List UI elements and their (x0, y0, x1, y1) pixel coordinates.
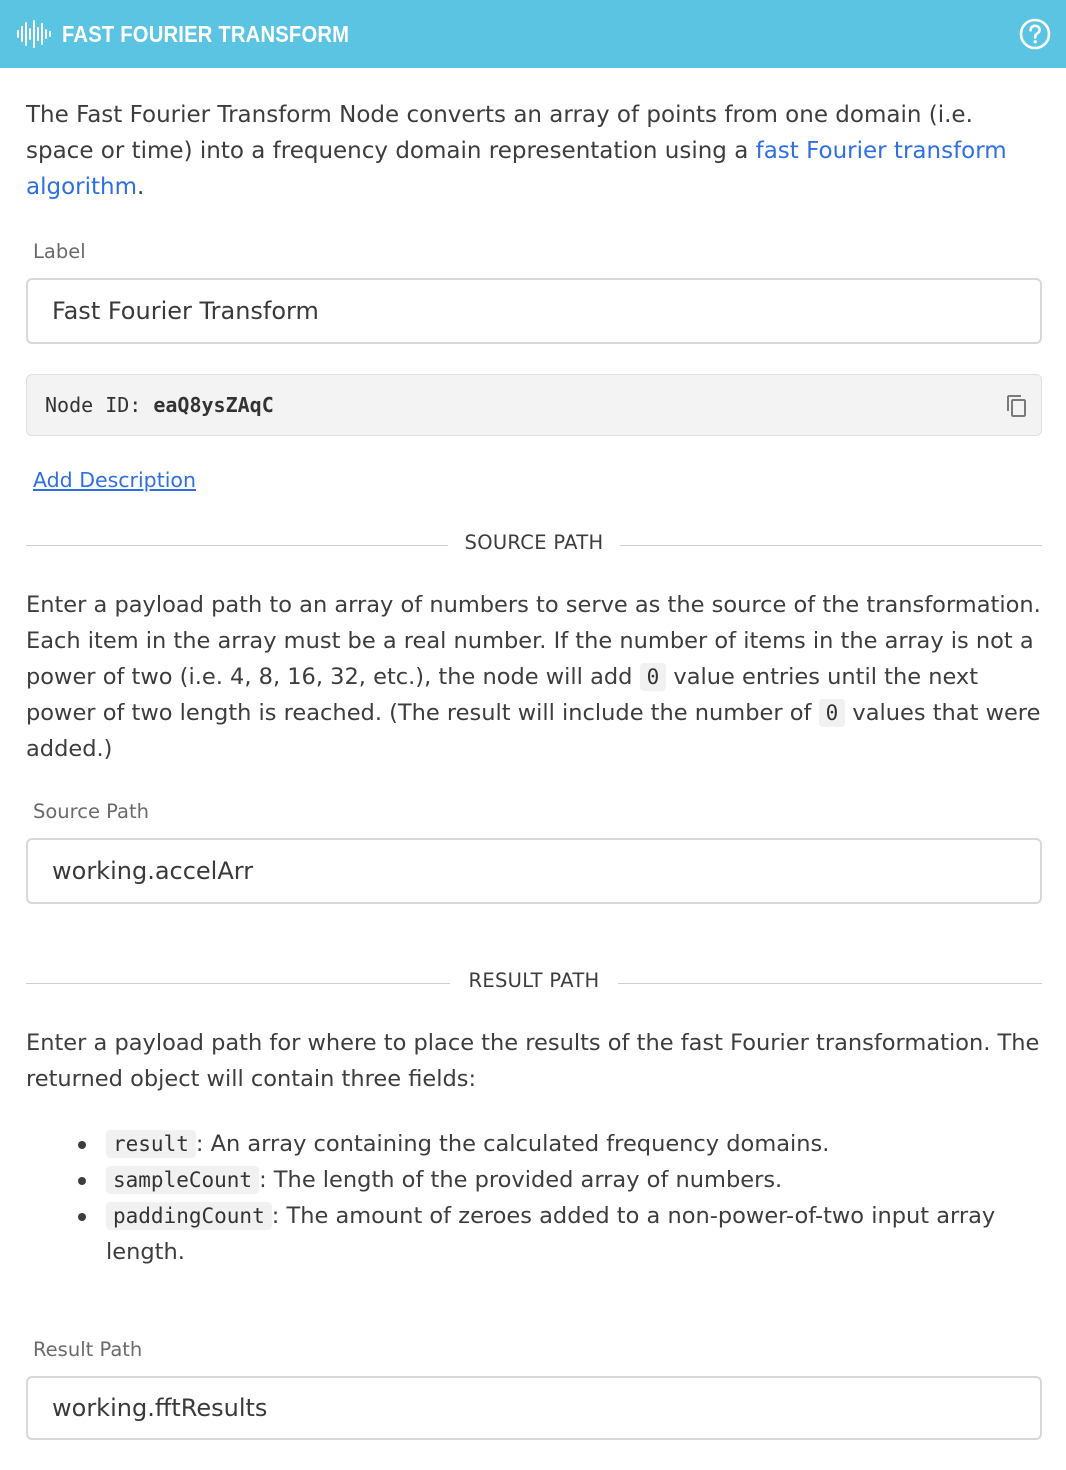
intro-text (26, 97, 1042, 205)
list-item (106, 1198, 1006, 1270)
field-desc: : The amount of zeroes added to a non-power-of-two input array length. (106, 1203, 996, 1265)
source-desc-part: value entries until the next power of two length is reached. (The result will include the number of (26, 664, 979, 726)
copy-icon[interactable] (1005, 394, 1029, 418)
source-desc-part: Enter a payload path to an array of numbers to serve as the source of the transformation. Each item in the array must be a real number. If the number of items in the array is not a power of two (i.e. 4, 8, 16, 32, etc.), the node will add (26, 592, 1041, 690)
intro-text-part: The Fast Fourier Transform Node converts an array of points from one domain (i.e. space or time) into a frequency domain representation using a (26, 102, 973, 164)
result-path-divider (26, 969, 1042, 999)
source-path-description (26, 587, 1042, 767)
result-path-label: Result Path (33, 1338, 143, 1361)
label-field-label: Label (33, 240, 86, 263)
source-desc-part: values that were added.) (26, 700, 1041, 762)
add-description-link[interactable]: Add Description (33, 468, 196, 492)
label-input[interactable]: Fast Fourier Transform (26, 278, 1042, 344)
field-code: sampleCount (106, 1166, 259, 1194)
fft-algorithm-link[interactable]: fast Fourier transform algorithm (26, 138, 1007, 200)
list-item (106, 1162, 1006, 1198)
source-path-input[interactable]: working.accelArr (26, 838, 1042, 904)
node-id-box (26, 374, 1042, 436)
result-path-heading: RESULT PATH (468, 969, 600, 992)
result-fields-list (106, 1126, 1006, 1270)
source-path-divider (26, 531, 1042, 561)
node-id-value: eaQ8ysZAqC (153, 393, 274, 417)
intro-text-end: . (137, 174, 145, 200)
field-desc: : The length of the provided array of numbers. (259, 1167, 783, 1193)
field-desc: : An array containing the calculated frequency domains. (195, 1131, 830, 1157)
field-code: result (106, 1130, 196, 1158)
node-id-prefix: Node ID: (45, 393, 142, 417)
panel-header (0, 0, 1066, 68)
result-path-description: Enter a payload path for where to place the results of the fast Fourier transformation. The returned object will contain three fields: (26, 1030, 1040, 1092)
field-code: paddingCount (106, 1202, 272, 1230)
list-item (106, 1126, 1006, 1162)
help-circle-icon[interactable] (1018, 17, 1052, 51)
source-path-label: Source Path (33, 800, 150, 823)
source-path-heading: SOURCE PATH (464, 531, 604, 554)
result-path-input[interactable]: working.fftResults (26, 1376, 1042, 1440)
panel-title: FAST FOURIER TRANSFORM (62, 20, 350, 47)
zero-code: 0 (640, 663, 667, 691)
zero-code: 0 (819, 699, 846, 727)
sound-wave-icon (16, 19, 54, 49)
